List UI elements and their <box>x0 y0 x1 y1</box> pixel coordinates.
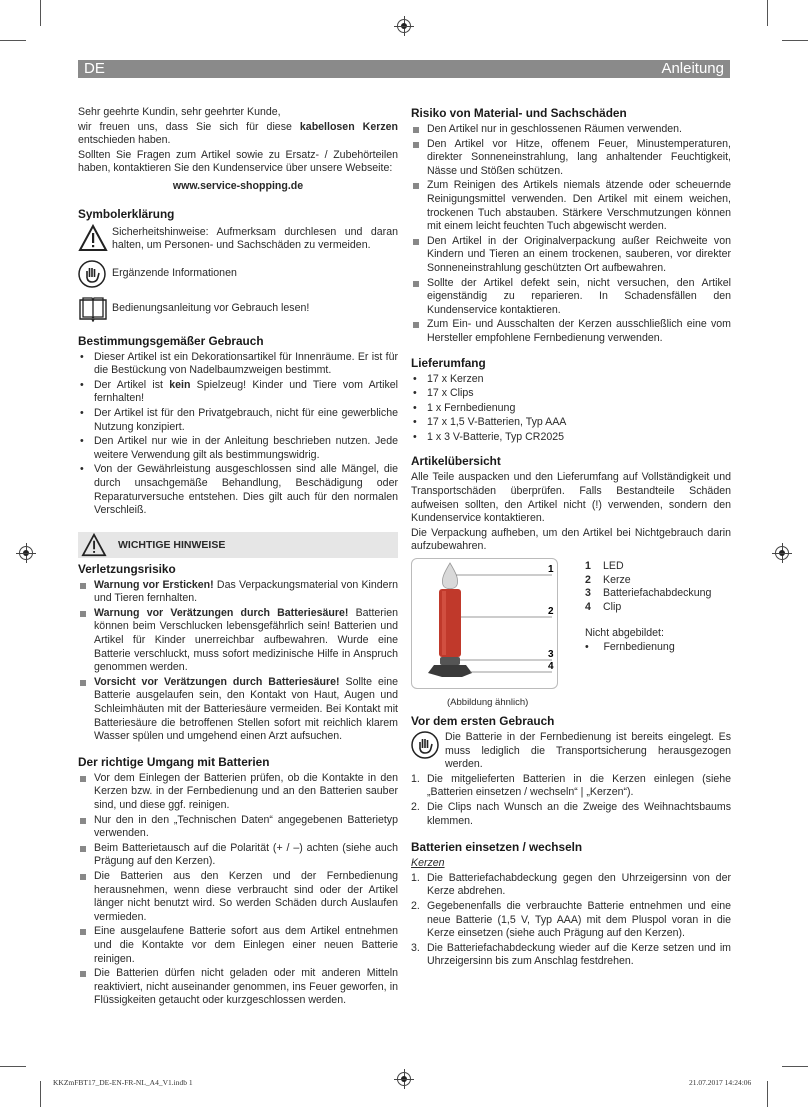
crop-mark <box>0 40 26 41</box>
symbols-heading: Symbolerklärung <box>78 206 175 221</box>
change-steps <box>411 872 731 969</box>
list-item: Den Artikel vor Hitze, offenem Feuer, Minustemperaturen, direkter Sonneneinstrahlung, lang anhaltender Feuchtigkeit, Nässe und Stößen schützen. <box>411 138 731 179</box>
registration-mark-icon <box>397 19 411 33</box>
before-use-heading: Vor dem ersten Gebrauch <box>411 714 555 729</box>
list-item: • Dieser Artikel ist ein Dekorationsartikel für Innenräume. Er ist für die Bestückung von Nadelbaumzweigen bestimmt. <box>78 351 398 378</box>
registration-mark-icon <box>397 1072 411 1086</box>
list-item: Den Artikel nur in geschlossenen Räumen verwenden. <box>411 123 731 137</box>
list-item: • 1 x 3 V-Batterie, Typ CR2025 <box>411 431 731 445</box>
legend-item: 3 Batteriefachabdeckung <box>585 587 712 600</box>
language-code: DE <box>84 60 105 77</box>
legend-item: 1 LED <box>585 560 624 573</box>
step-item: 1. Die mitgelieferten Batterien in die Kerzen einlegen (siehe „Batterien einsetzen / wechseln“ | „Kerzen“). <box>411 772 731 799</box>
hand-info-icon <box>411 731 439 759</box>
not-shown-label: Nicht abgebildet: <box>585 627 664 640</box>
symbol-text: Bedienungsanleitung vor Gebrauch lesen! <box>112 301 310 314</box>
intended-use-heading: Bestimmungsgemäßer Gebrauch <box>78 333 264 348</box>
scope-heading: Lieferumfang <box>411 355 486 370</box>
overview-paragraph: Die Verpackung aufheben, um den Artikel bei Nichtgebrauch darin aufzubewahren. <box>411 526 731 553</box>
page-header-title: Anleitung <box>661 60 724 77</box>
notice-bar-label: WICHTIGE HINWEISE <box>118 538 226 551</box>
led-flame <box>442 563 457 589</box>
candle-illustration <box>412 559 559 690</box>
overview-paragraph: Alle Teile auspacken und den Lieferumfang auf Vollständigkeit und Transportschäden überprüfen. Falls Bestandteile Schäden aufweisen sollten, den Artikel nicht (!) verwenden, sondern den Kundenservice kontaktieren. <box>411 471 731 525</box>
list-item: • Von der Gewährleistung ausgeschlossen sind alle Mängel, die durch unsachgemäße Behandlung, Beschädigung oder Reparaturversuche entstehen. Dies gilt auch für den normalen Verschleiß. <box>78 463 398 517</box>
intended-use-list <box>78 351 398 518</box>
crop-mark <box>40 0 41 26</box>
symbol-row <box>78 224 398 256</box>
list-item: Vorsicht vor Verätzungen durch Batteriesäure! Sollte eine Batterie ausgelaufen sein, den Kontakt von Haut, Augen und Schleimhäuten mit der Batteriesäure vermeiden. Bei Kontakt mit Batteriesäure die betroffenen Stellen sofort mit reichlich klarem Wasser spülen und umgehend einen Arzt aufsuchen. <box>78 676 398 744</box>
product-figure <box>411 558 731 708</box>
greeting: Sehr geehrte Kundin, sehr geehrter Kunde, <box>78 106 281 118</box>
list-item: • Den Artikel nur wie in der Anleitung beschrieben nutzen. Jede weitere Verwendung gilt als bestimmungswidrig. <box>78 435 398 462</box>
list-item: Eine ausgelaufene Batterie sofort aus dem Artikel entnehmen und die Kontakte vor dem Einlegen einer neuen Batterie reinigen. <box>78 925 398 966</box>
batteries-heading: Der richtige Umgang mit Batterien <box>78 754 270 769</box>
list-item: • 17 x 1,5 V-Batterien, Typ AAA <box>411 416 731 430</box>
callout-1: 1 <box>548 564 554 576</box>
candle-highlight <box>442 591 446 655</box>
manual-book-icon <box>78 296 108 322</box>
list-item: • 1 x Fernbedienung <box>411 402 731 416</box>
battery-cap <box>440 657 460 665</box>
list-item: Den Artikel in der Originalverpackung außer Reichweite von Kindern und Tieren an einem trockenen, sauberen, vor direkter Sonneneinstrahlung geschützten Ort aufbewahren. <box>411 235 731 276</box>
callout-2: 2 <box>548 606 554 618</box>
candles-subheading: Kerzen <box>411 857 445 870</box>
contact-paragraph: Sollten Sie Fragen zum Artikel sowie zu Ersatz- / Zubehörteilen haben, kontaktieren Sie den Kundenservice über unsere Webseite: <box>78 148 398 175</box>
figure-frame <box>411 558 558 689</box>
crop-mark <box>782 1066 808 1067</box>
registration-mark-icon <box>19 546 33 560</box>
scope-list <box>411 373 731 445</box>
warning-triangle-icon <box>78 224 108 252</box>
list-item: Warnung vor Ersticken! Das Verpackungsmaterial von Kindern und Tieren fernhalten. <box>78 579 398 606</box>
website-link[interactable]: www.service-shopping.de <box>172 179 304 192</box>
change-batteries-heading: Batterien einsetzen / wechseln <box>411 840 583 855</box>
hand-info-icon <box>78 260 106 288</box>
symbol-row <box>78 260 398 294</box>
list-item: • 17 x Clips <box>411 387 731 401</box>
info-note <box>411 731 731 772</box>
crop-mark <box>767 1081 768 1107</box>
list-item: • Der Artikel ist für den Privatgebrauch, nicht für eine gewerbliche Nutzung konzipiert. <box>78 407 398 434</box>
before-use-steps <box>411 773 731 828</box>
list-item: Warnung vor Verätzungen durch Batteriesäure! Batterien können beim Verschlucken lebensgefährlich sein! Batterien und Artikel für Kinder unerreichbar aufbewahren. Wurde eine Batterie verschluckt, muss sofort medizinische Hilfe in Anspruch genommen werden. <box>78 607 398 675</box>
symbol-row <box>78 296 398 324</box>
injury-list <box>78 579 398 744</box>
list-item: Die Batterien dürfen nicht geladen oder mit anderen Mitteln reaktiviert, nicht auseinander genommen, ins Feuer geworfen, in Flüssigkeiten getaucht oder kurzgeschlossen werden. <box>78 967 398 1008</box>
symbol-text: Ergänzende Informationen <box>112 266 237 279</box>
warning-triangle-icon <box>80 533 108 557</box>
footer-date: 21.07.2017 14:24:06 <box>689 1078 752 1087</box>
injury-heading: Verletzungsrisiko <box>78 561 176 576</box>
legend-item: 2 Kerze <box>585 573 631 586</box>
material-heading: Risiko von Material- und Sachschäden <box>411 106 627 120</box>
crop-mark <box>40 1081 41 1107</box>
symbol-text: Sicherheitshinweise: Aufmerksam durchlesen und daran halten, um Personen- und Sachschäden zu vermeiden. <box>112 225 398 252</box>
registration-mark-icon <box>775 546 789 560</box>
intro-paragraph: wir freuen uns, dass Sie sich für diese kabellosen Kerzen entschieden haben. <box>78 120 399 147</box>
legend-item: 4 Clip <box>585 600 622 613</box>
list-item: Die Batterien aus den Kerzen und der Fernbedienung herausnehmen, wenn diese verbraucht sind oder der Artikel länger nicht benutzt wird. So werden Schäden durch Auslaufen vermieden. <box>78 870 398 924</box>
step-item: 2. Die Clips nach Wunsch an die Zweige des Weihnachtsbaums klemmen. <box>411 801 731 827</box>
info-note-text: Die Batterie in der Fernbedienung ist bereits eingelegt. Es muss lediglich die Transportsicherung herausgezogen werden. <box>445 731 731 771</box>
list-item: • 17 x Kerzen <box>411 373 731 387</box>
not-shown-item: • Fernbedienung <box>585 640 675 653</box>
callout-3: 3 <box>548 649 554 661</box>
list-item: Zum Reinigen des Artikels niemals ätzende oder scheuernde Reinigungsmittel verwenden. Den Artikel mit einem weichen, trockenen Tuch abstauben. Stärkere Verschmutzungen können mit einem leicht feuchten Tuch abgewischt werden. <box>411 179 731 233</box>
list-item: Beim Batterietausch auf die Polarität (+ / –) achten (siehe auch Prägung auf den Kerzen). <box>78 842 398 869</box>
important-notice-bar <box>78 532 398 558</box>
batteries-list <box>78 772 398 1008</box>
list-item: Sollte der Artikel defekt sein, nicht versuchen, den Artikel eigenständig zu reparieren. In Schadensfällen den Kundenservice kontaktieren. <box>411 277 731 318</box>
step-item: 3. Die Batteriefachabdeckung wieder auf die Kerze setzen und im Uhrzeigersinn bis zum Anschlag festdrehen. <box>411 941 731 968</box>
list-item: • Der Artikel ist kein Spielzeug! Kinder und Tiere vom Artikel fernhalten! <box>78 379 398 406</box>
list-item: Vor dem Einlegen der Batterien prüfen, ob die Kontakte in den Kerzen bzw. in der Fernbedienung und an den Batterien sauber sind, und diese ggf. reinigen. <box>78 772 398 813</box>
crop-mark <box>0 1066 26 1067</box>
callout-4: 4 <box>548 661 554 673</box>
left-column <box>78 106 398 1009</box>
step-item: 1. Die Batteriefachabdeckung gegen den Uhrzeigersinn von der Kerze abdrehen. <box>411 871 731 898</box>
clip <box>428 665 472 677</box>
list-item: Nur den in den „Technischen Daten“ angegebenen Batterietyp verwenden. <box>78 814 398 841</box>
crop-mark <box>767 0 768 26</box>
step-item: 2. Gegebenenfalls die verbrauchte Batterie entnehmen und eine neue Batterie (1,5 V, Typ AAA) mit dem Pluspol voran in die Kerze einsetzen (siehe auch Prägung auf den Kerzen). <box>411 899 731 940</box>
footer-file: KKZmFBT17_DE-EN-FR-NL_A4_V1.indb 1 <box>53 1078 193 1087</box>
figure-caption: (Abbildung ähnlich) <box>447 697 529 709</box>
page-header-bar <box>78 60 730 78</box>
crop-mark <box>782 40 808 41</box>
material-list <box>411 123 731 346</box>
right-column <box>411 106 731 970</box>
overview-heading: Artikelübersicht <box>411 454 501 469</box>
figure-legend <box>585 560 711 654</box>
list-item: Zum Ein- und Ausschalten der Kerzen ausschließlich eine vom Hersteller empfohlene Fernbedienung verwenden. <box>411 318 731 345</box>
